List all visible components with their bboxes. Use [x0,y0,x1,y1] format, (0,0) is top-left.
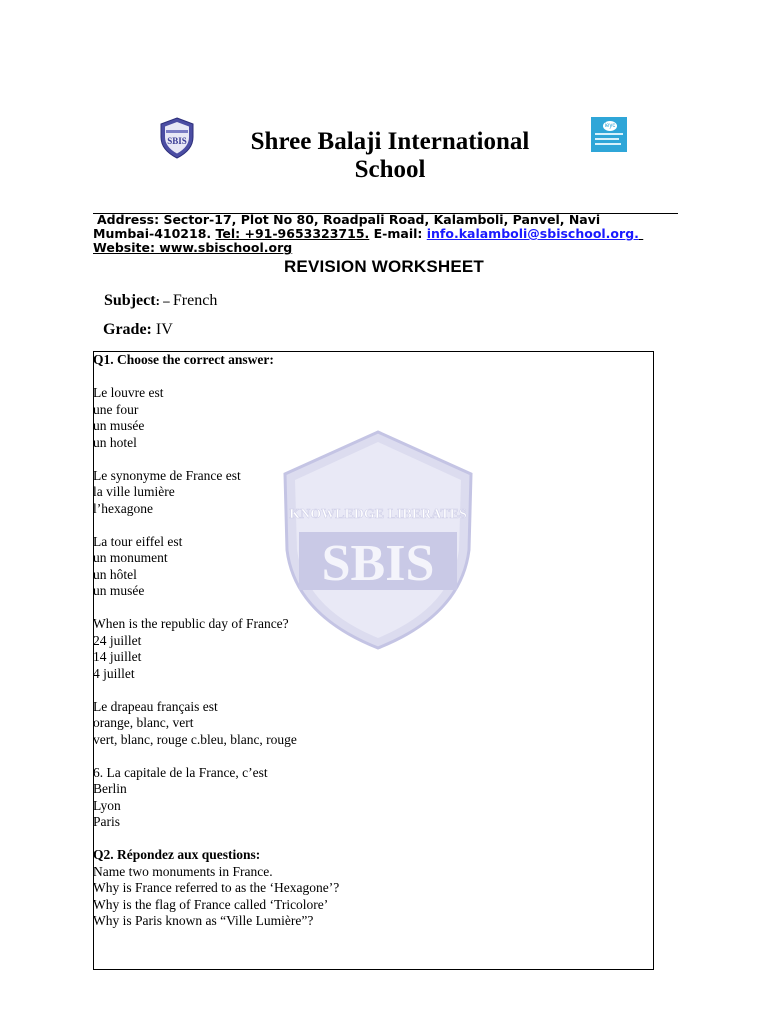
website-line[interactable]: Website: www.sbischool.org [93,240,293,255]
q1-item-3-option: un musée [93,583,145,598]
q2-item: Why is France referred to as the ‘Hexagone’? [93,880,340,895]
worksheet-title: REVISION WORKSHEET [283,257,485,276]
q1-item-3-question: La tour eiffel est [93,533,183,549]
q1-item-5-option: vert, blanc, rouge c.bleu, blanc, rouge [93,731,297,747]
subject-label: Subject [104,292,156,309]
email-link[interactable]: info.kalamboli@sbischool.org. [426,226,639,241]
subject-value: French [172,292,218,309]
grade-value: IV [151,321,173,338]
q1-item-5-question: Le drapeau français est [93,698,218,714]
subject-separator: : – [155,293,173,308]
q1-item-2-option: l’hexagone [93,500,153,516]
q1-item-6-option: Lyon [93,797,121,813]
q2-item: Why is the flag of France called ‘Tricolore’ [93,896,329,912]
address-block [93,213,678,255]
q1-item-4-question: When is the republic day of France? [93,616,289,631]
q1-item-6-option: Berlin [93,781,127,796]
q1-item-1-question: Le louvre est [93,385,164,400]
grade-label: Grade: [103,321,152,338]
q1-item-6-question: 6. La capitale de la France, c’est [93,764,268,780]
grade-line [103,320,173,340]
q1-heading: Q1. Choose the correct answer: [93,352,274,367]
school-name-line1: Shree Balaji International [250,128,530,155]
address-line2 [93,227,678,241]
q1-item-1-option: une four [93,401,139,417]
q2-item: Name two monuments in France. [93,863,273,879]
q1-item-3-option: un monument [93,550,168,565]
q2-heading: Q2. Répondez aux questions: [93,847,261,862]
school-crest-logo [158,117,196,159]
q1-item-4-option: 14 juillet [93,649,142,664]
phone-number: Tel: +91-9653323715. [215,226,370,241]
q2-item: Why is Paris known as “Ville Lumière”? [93,913,314,928]
q1-item-4-option: 24 juillet [93,632,142,648]
q1-item-2-question: Le synonyme de France est [93,467,241,483]
school-name [230,128,550,184]
address-line1: Address: Sector-17, Plot No 80, Roadpali Road, Kalamboli, Panvel, Navi [97,212,601,227]
ieyc-logo: ieyc [591,117,627,152]
q1-item-2-option: la ville lumière [93,484,175,499]
q1-item-3-option: un hôtel [93,566,137,582]
email-label: E-mail: [369,226,427,241]
q1-item-4-option: 4 juillet [93,665,135,681]
school-name-line2: School [354,156,426,183]
svg-text:KNOWLEDGE LIBERATES: KNOWLEDGE LIBERATES [289,507,467,522]
subject-line [104,291,217,311]
address-city: Mumbai-410218. [93,226,216,241]
svg-text:SBIS: SBIS [321,535,435,592]
q1-item-6-option: Paris [93,814,120,829]
question-content [93,352,653,930]
svg-text:SBIS: SBIS [167,136,187,146]
q1-item-1-option: un musée [93,418,145,433]
q1-item-5-option: orange, blanc, vert [93,715,194,730]
q1-item-1-option: un hotel [93,434,137,450]
